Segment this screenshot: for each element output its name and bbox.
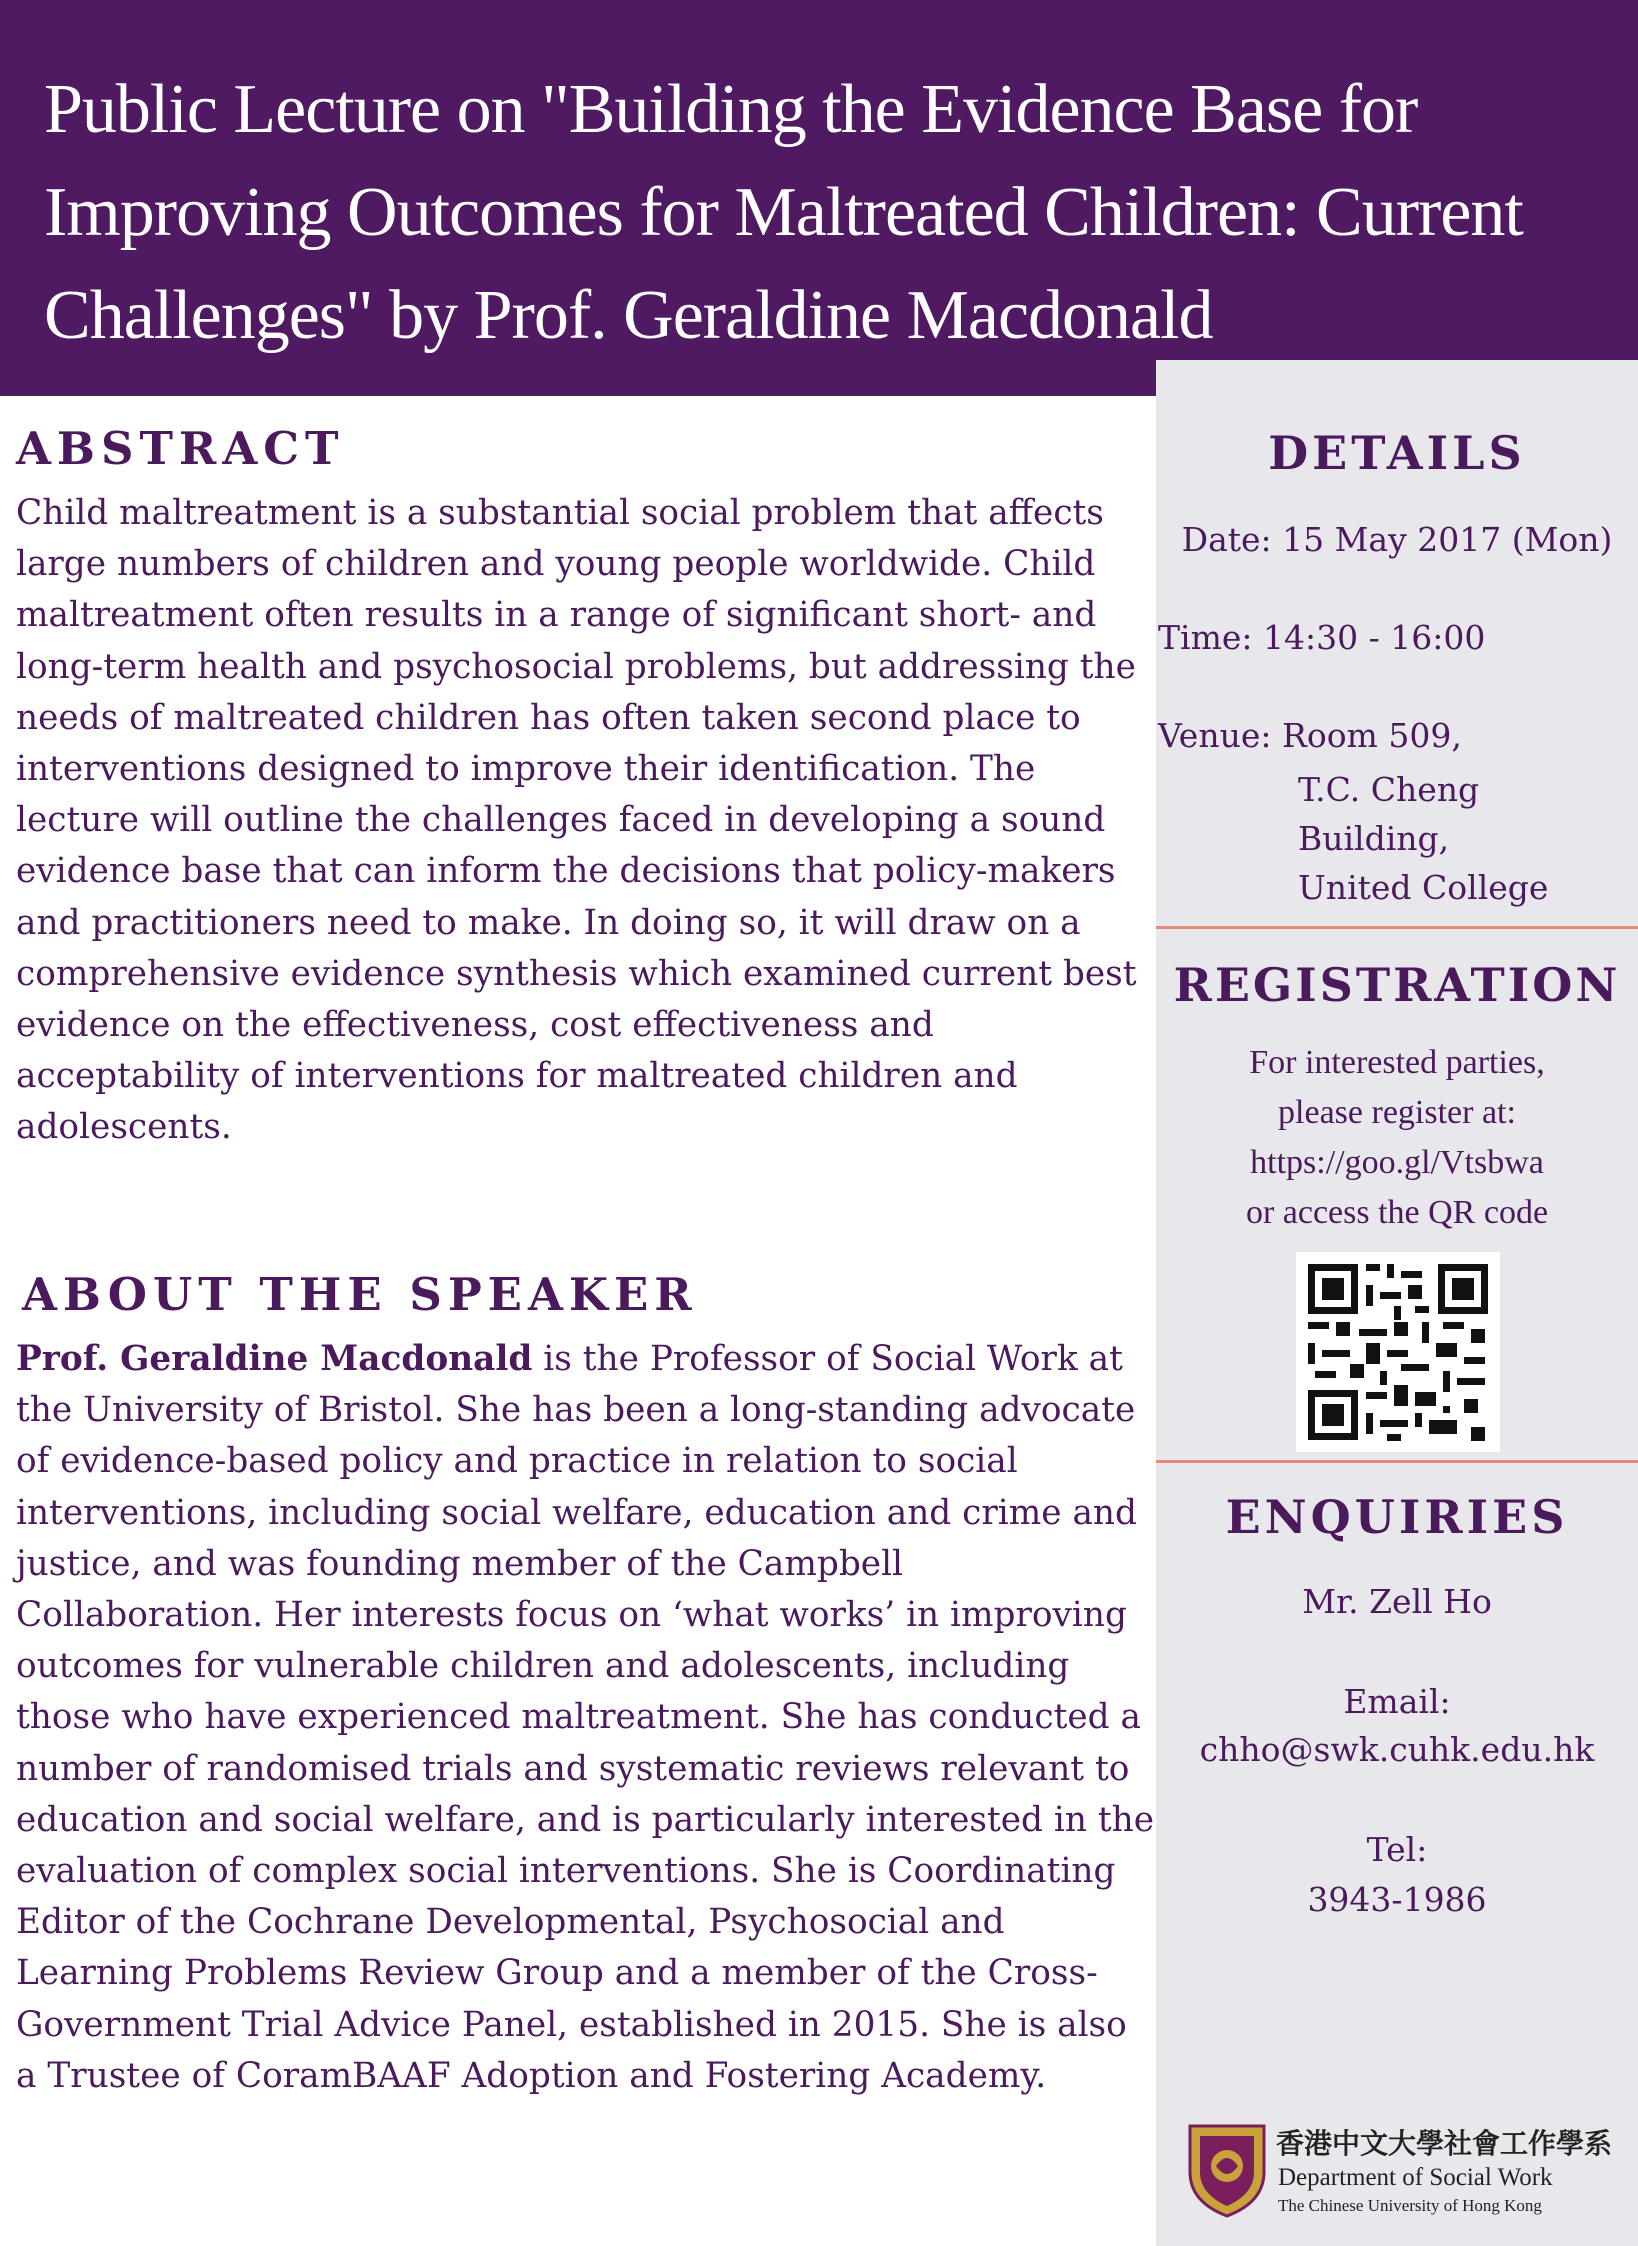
event-date: Date: 15 May 2017 (Mon) — [1181, 520, 1613, 559]
registration-line: please register at: — [1278, 1094, 1516, 1131]
tel-label: Tel: — [1366, 1830, 1428, 1869]
logo-chinese-name: 香港中文大學社會工作學系 — [1276, 2127, 1613, 2160]
header-banner — [0, 0, 1638, 396]
qr-code-icon — [1296, 1252, 1500, 1452]
venue-label: Venue: Room 509, — [1158, 716, 1462, 755]
venue-line: T.C. Cheng — [1298, 770, 1480, 809]
registration-line: For interested parties, — [1249, 1044, 1545, 1081]
qr-code[interactable] — [1296, 1252, 1500, 1452]
speaker-heading: ABOUT THE SPEAKER — [22, 1268, 698, 1321]
main-column — [0, 396, 1156, 2246]
email-address[interactable]: chho@swk.cuhk.edu.hk — [1199, 1730, 1595, 1769]
event-time: Time: 14:30 - 16:00 — [1158, 618, 1486, 657]
details-heading: DETAILS — [1268, 426, 1526, 480]
speaker-name: Prof. Geraldine Macdonald — [16, 1339, 533, 1379]
logo-department: Department of Social Work — [1278, 2164, 1553, 2191]
registration-line: or access the QR code — [1245, 1194, 1549, 1231]
sidebar — [1156, 360, 1638, 2246]
speaker-bio: is the Professor of Social Work at the University of Bristol. She has been a long-standing advocate of evidence-based policy and practice in relation to social interventions, including social welfare, education and crime and justice, and was founding member of the Campbell Collaboration. Her interests focus on ‘what works’ in improving outcomes for vulnerable children and adolescents, including those who have experienced maltreatment. She has conducted a number of randomised trials and systematic reviews relevant to education and social welfare, and is particularly interested in the evaluation of complex social interventions. She is Coordinating Editor of the Cochrane Developmental, Psychosocial and Learning Problems Review Group and a member of the Cross-Government Trial Advice Panel, established in 2015. She is also a Trustee of CoramBAAF Adoption and Fostering Academy. — [16, 1339, 1155, 2096]
tel-number: 3943-1986 — [1307, 1880, 1487, 1919]
enquiries-heading: ENQUIRIES — [1225, 1490, 1569, 1544]
email-label: Email: — [1343, 1682, 1451, 1721]
registration-heading: REGISTRATION — [1173, 958, 1621, 1012]
venue-line: Building, — [1298, 819, 1450, 858]
divider — [1156, 926, 1638, 929]
university-crest-icon — [1186, 2122, 1268, 2218]
divider — [1156, 1460, 1638, 1463]
venue-line: United College — [1298, 868, 1549, 907]
abstract-heading: ABSTRACT — [16, 422, 345, 475]
department-logo — [1186, 2122, 1626, 2222]
contact-name: Mr. Zell Ho — [1302, 1582, 1492, 1621]
speaker-text — [16, 1334, 1156, 2102]
venue-address — [1298, 765, 1548, 912]
abstract-text: Child maltreatment is a substantial social problem that affects large numbers of children and young people worldwide. Child maltreatment often results in a range of significant short- and long-term health and psychosocial problems, but addressing the needs of maltreated children has often taken second place to interventions designed to improve their identification. The lecture will outline the challenges faced in developing a sound evidence base that can inform the decisions that policy-makers and practitioners need to make. In doing so, it will draw on a comprehensive evidence synthesis which examined current best evidence on the effectiveness, cost effectiveness and acceptability of interventions for maltreated children and adolescents. — [16, 493, 1137, 1148]
registration-text — [1156, 1038, 1638, 1238]
page-title: Public Lecture on "Building the Evidence Base for Improving Outcomes for Maltreated Children: Current Challenges" by Prof. Geraldine Macdonald — [44, 71, 1523, 354]
registration-link[interactable]: https://goo.gl/Vtsbwa — [1250, 1144, 1544, 1181]
logo-university: The Chinese University of Hong Kong — [1278, 2196, 1542, 2215]
